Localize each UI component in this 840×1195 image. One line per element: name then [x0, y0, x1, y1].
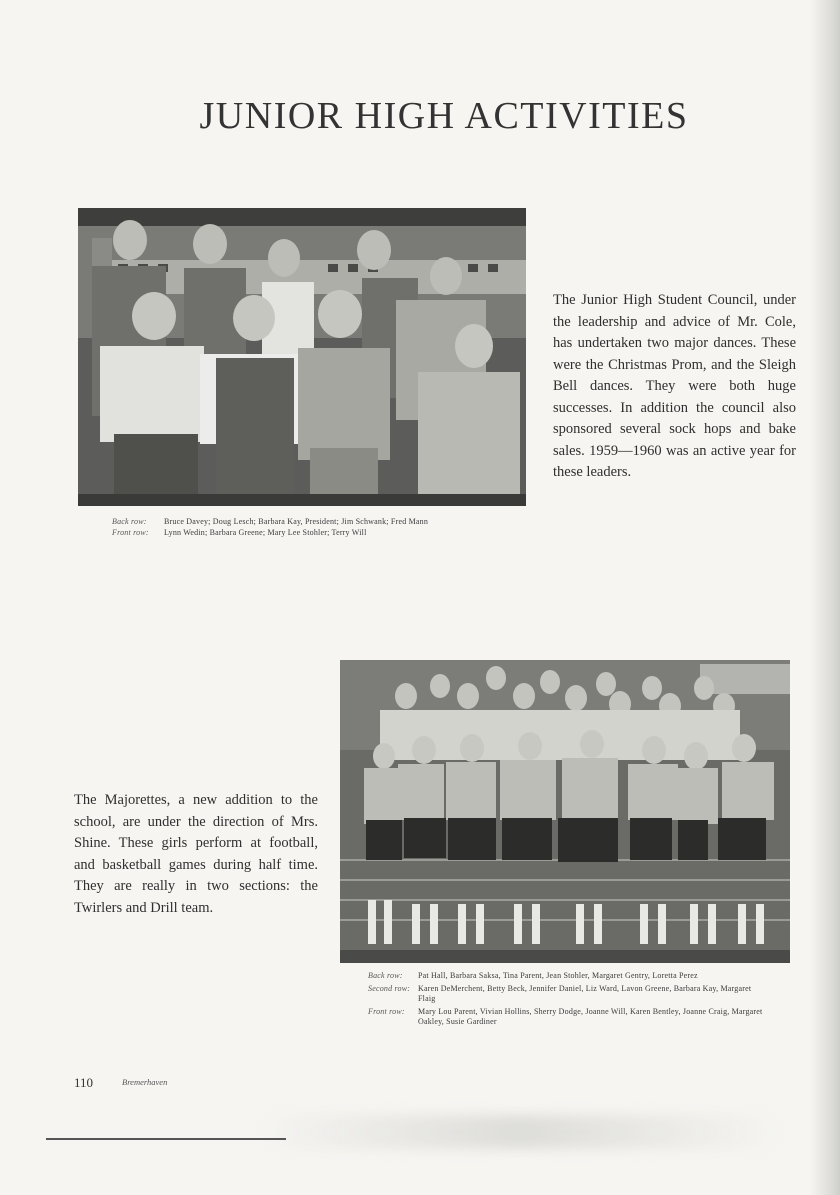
publication-name: Bremerhaven [122, 1077, 168, 1087]
caption-row [112, 528, 512, 539]
caption-row-names: Lynn Wedin; Barbara Greene; Mary Lee Stohler; Terry Will [164, 527, 367, 537]
scan-smudge [260, 1115, 780, 1149]
caption-row [368, 984, 768, 1005]
caption-row-names: Mary Lou Parent, Vivian Hollins, Sherry Dodge, Joanne Will, Karen Bentley, Joanne Craig, Margaret Oakley, Susie Gardiner [418, 1006, 763, 1026]
page-edge-shadow [810, 0, 840, 1195]
majorettes-photo [340, 660, 790, 963]
caption-row-names: Pat Hall, Barbara Saksa, Tina Parent, Jean Stohler, Margaret Gentry, Loretta Perez [418, 971, 698, 980]
council-paragraph: The Junior High Student Council, under the leadership and advice of Mr. Cole, has undertaken two major dances. These were the Christmas Prom, and the Sleigh Bell dances. They were both huge successes. In addition the council also sponsored several sock hops and bake sales. 1959—1960 was an active year for these leaders. [553, 292, 796, 480]
caption-row-label: Front row: [368, 1006, 405, 1016]
caption-row-names: Bruce Davey; Doug Lesch; Barbara Kay, President; Jim Schwank; Fred Mann [164, 517, 429, 526]
footer-rule [46, 1138, 286, 1140]
caption-row-label: Front row: [112, 527, 149, 537]
caption-row-label: Second row: [368, 983, 411, 993]
council-caption [112, 517, 512, 538]
majorettes-paragraph: The Majorettes, a new addition to the school, are under the direction of Mrs. Shine. These girls perform at football, and basketball games during half time. They are really in two sections: the Twirlers and Drill team. [74, 792, 318, 916]
majorettes-caption [368, 971, 768, 1030]
caption-row [112, 517, 512, 528]
caption-row-label: Back row: [112, 517, 147, 526]
page-title: JUNIOR HIGH ACTIVITIES [199, 95, 689, 137]
caption-row-names: Karen DeMerchent, Betty Beck, Jennifer Daniel, Liz Ward, Lavon Greene, Barbara Kay, Margaret Flaig [418, 983, 752, 1003]
student-council-photo [78, 208, 526, 506]
caption-row [368, 1007, 768, 1028]
page-number: 110 [74, 1075, 94, 1090]
caption-row-label: Back row: [368, 971, 403, 980]
caption-row [368, 971, 768, 982]
